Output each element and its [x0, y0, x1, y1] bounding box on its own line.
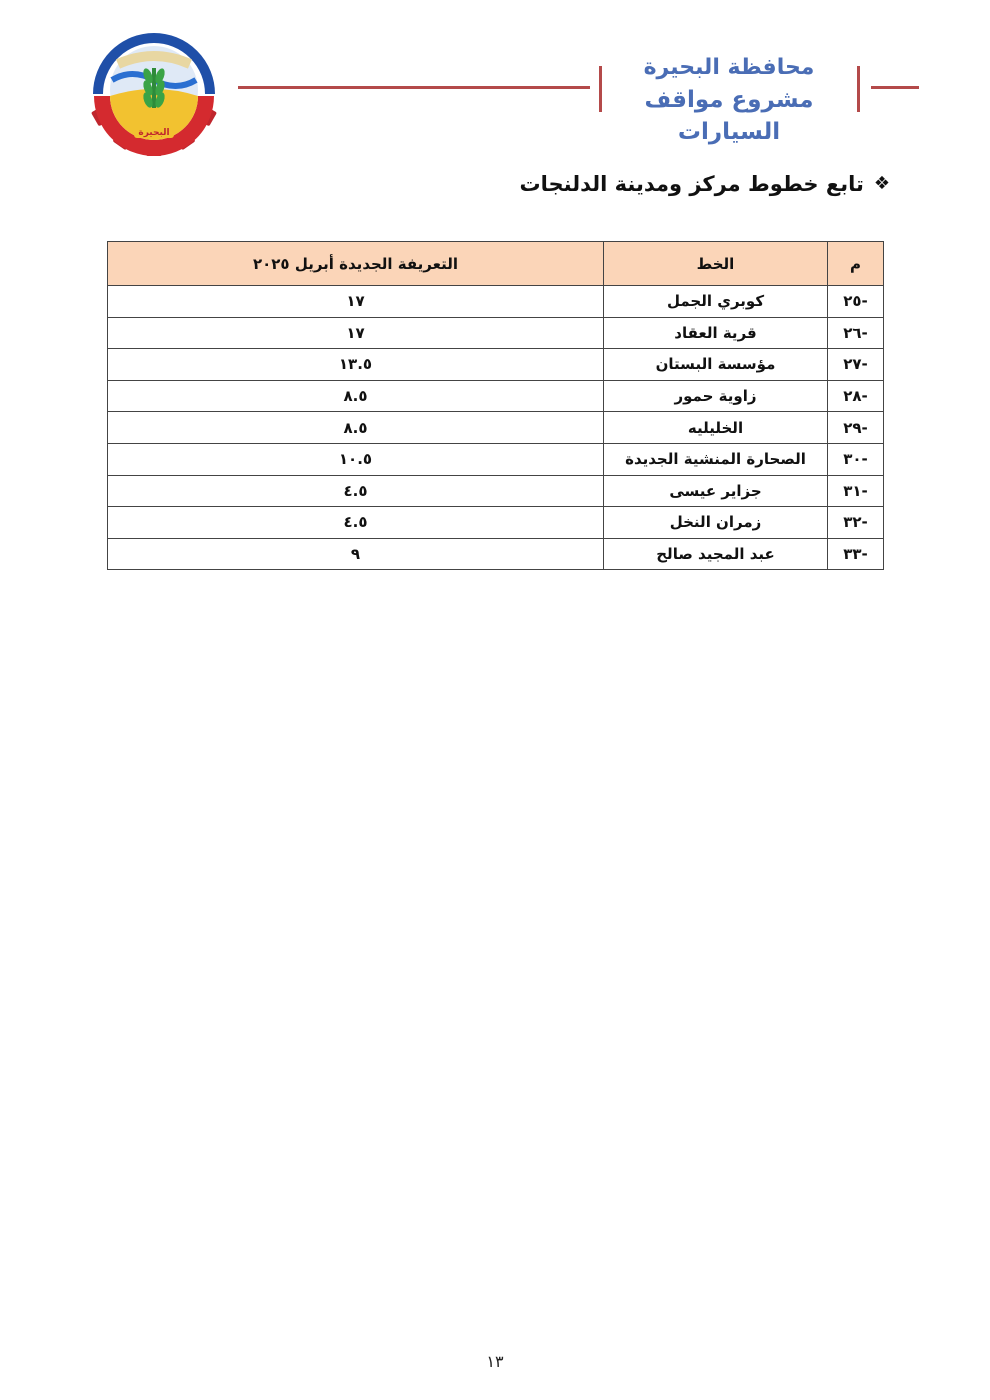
row-num: -٢٦: [828, 317, 884, 349]
diamond-bullet-icon: ❖: [873, 173, 890, 194]
table-row: [108, 286, 884, 318]
table-row: [108, 507, 884, 539]
row-fare: ١٧: [108, 286, 604, 318]
fares-table: [107, 241, 884, 570]
row-num: -٢٩: [828, 412, 884, 444]
header-rule-left: [238, 86, 590, 89]
row-num: -٢٥: [828, 286, 884, 318]
table-row: [108, 317, 884, 349]
beheira-governorate-logo: [88, 24, 220, 156]
table-row: [108, 380, 884, 412]
row-fare: ٩: [108, 538, 604, 570]
row-fare: ١٠.٥: [108, 443, 604, 475]
row-num: -٣٣: [828, 538, 884, 570]
row-num: -٣٠: [828, 443, 884, 475]
svg-text:البحيرة: البحيرة: [138, 128, 170, 138]
table-row: [108, 412, 884, 444]
header-line: الخط: [604, 242, 828, 286]
governorate-name: محافظة البحيرة: [643, 55, 815, 80]
row-fare: ١٧: [108, 317, 604, 349]
header-divider-left: [599, 66, 602, 112]
row-num: -٢٨: [828, 380, 884, 412]
row-fare: ٤.٥: [108, 507, 604, 539]
table-row: [108, 349, 884, 381]
row-line: عبد المجيد صالح: [604, 538, 828, 570]
row-line: كوبري الجمل: [604, 286, 828, 318]
table-row: [108, 475, 884, 507]
row-fare: ٨.٥: [108, 380, 604, 412]
header-title-block: [605, 52, 853, 148]
row-fare: ٨.٥: [108, 412, 604, 444]
page-number: ١٣: [486, 1352, 504, 1371]
table-row: [108, 443, 884, 475]
table-row: [108, 538, 884, 570]
fares-table-container: [107, 241, 884, 570]
row-num: -٣٢: [828, 507, 884, 539]
header-fare: التعريفة الجديدة أبريل ٢٠٢٥: [108, 242, 604, 286]
section-title: تابع خطوط مركز ومدينة الدلنجات: [519, 172, 864, 196]
row-line: الصحارة المنشية الجديدة: [604, 443, 828, 475]
row-fare: ١٣.٥: [108, 349, 604, 381]
row-line: زمران النخل: [604, 507, 828, 539]
row-num: -٣١: [828, 475, 884, 507]
section-heading: [520, 172, 890, 196]
row-line: الخليليه: [604, 412, 828, 444]
row-line: زاوية حمور: [604, 380, 828, 412]
header-divider-right: [857, 66, 860, 112]
row-fare: ٤.٥: [108, 475, 604, 507]
row-line: جزاير عيسى: [604, 475, 828, 507]
row-line: مؤسسة البستان: [604, 349, 828, 381]
header-rule-right: [871, 86, 919, 89]
project-name: مشروع مواقف السيارات: [644, 87, 814, 145]
row-line: قرية العقاد: [604, 317, 828, 349]
table-header-row: [108, 242, 884, 286]
header-num: م: [828, 242, 884, 286]
row-num: -٢٧: [828, 349, 884, 381]
